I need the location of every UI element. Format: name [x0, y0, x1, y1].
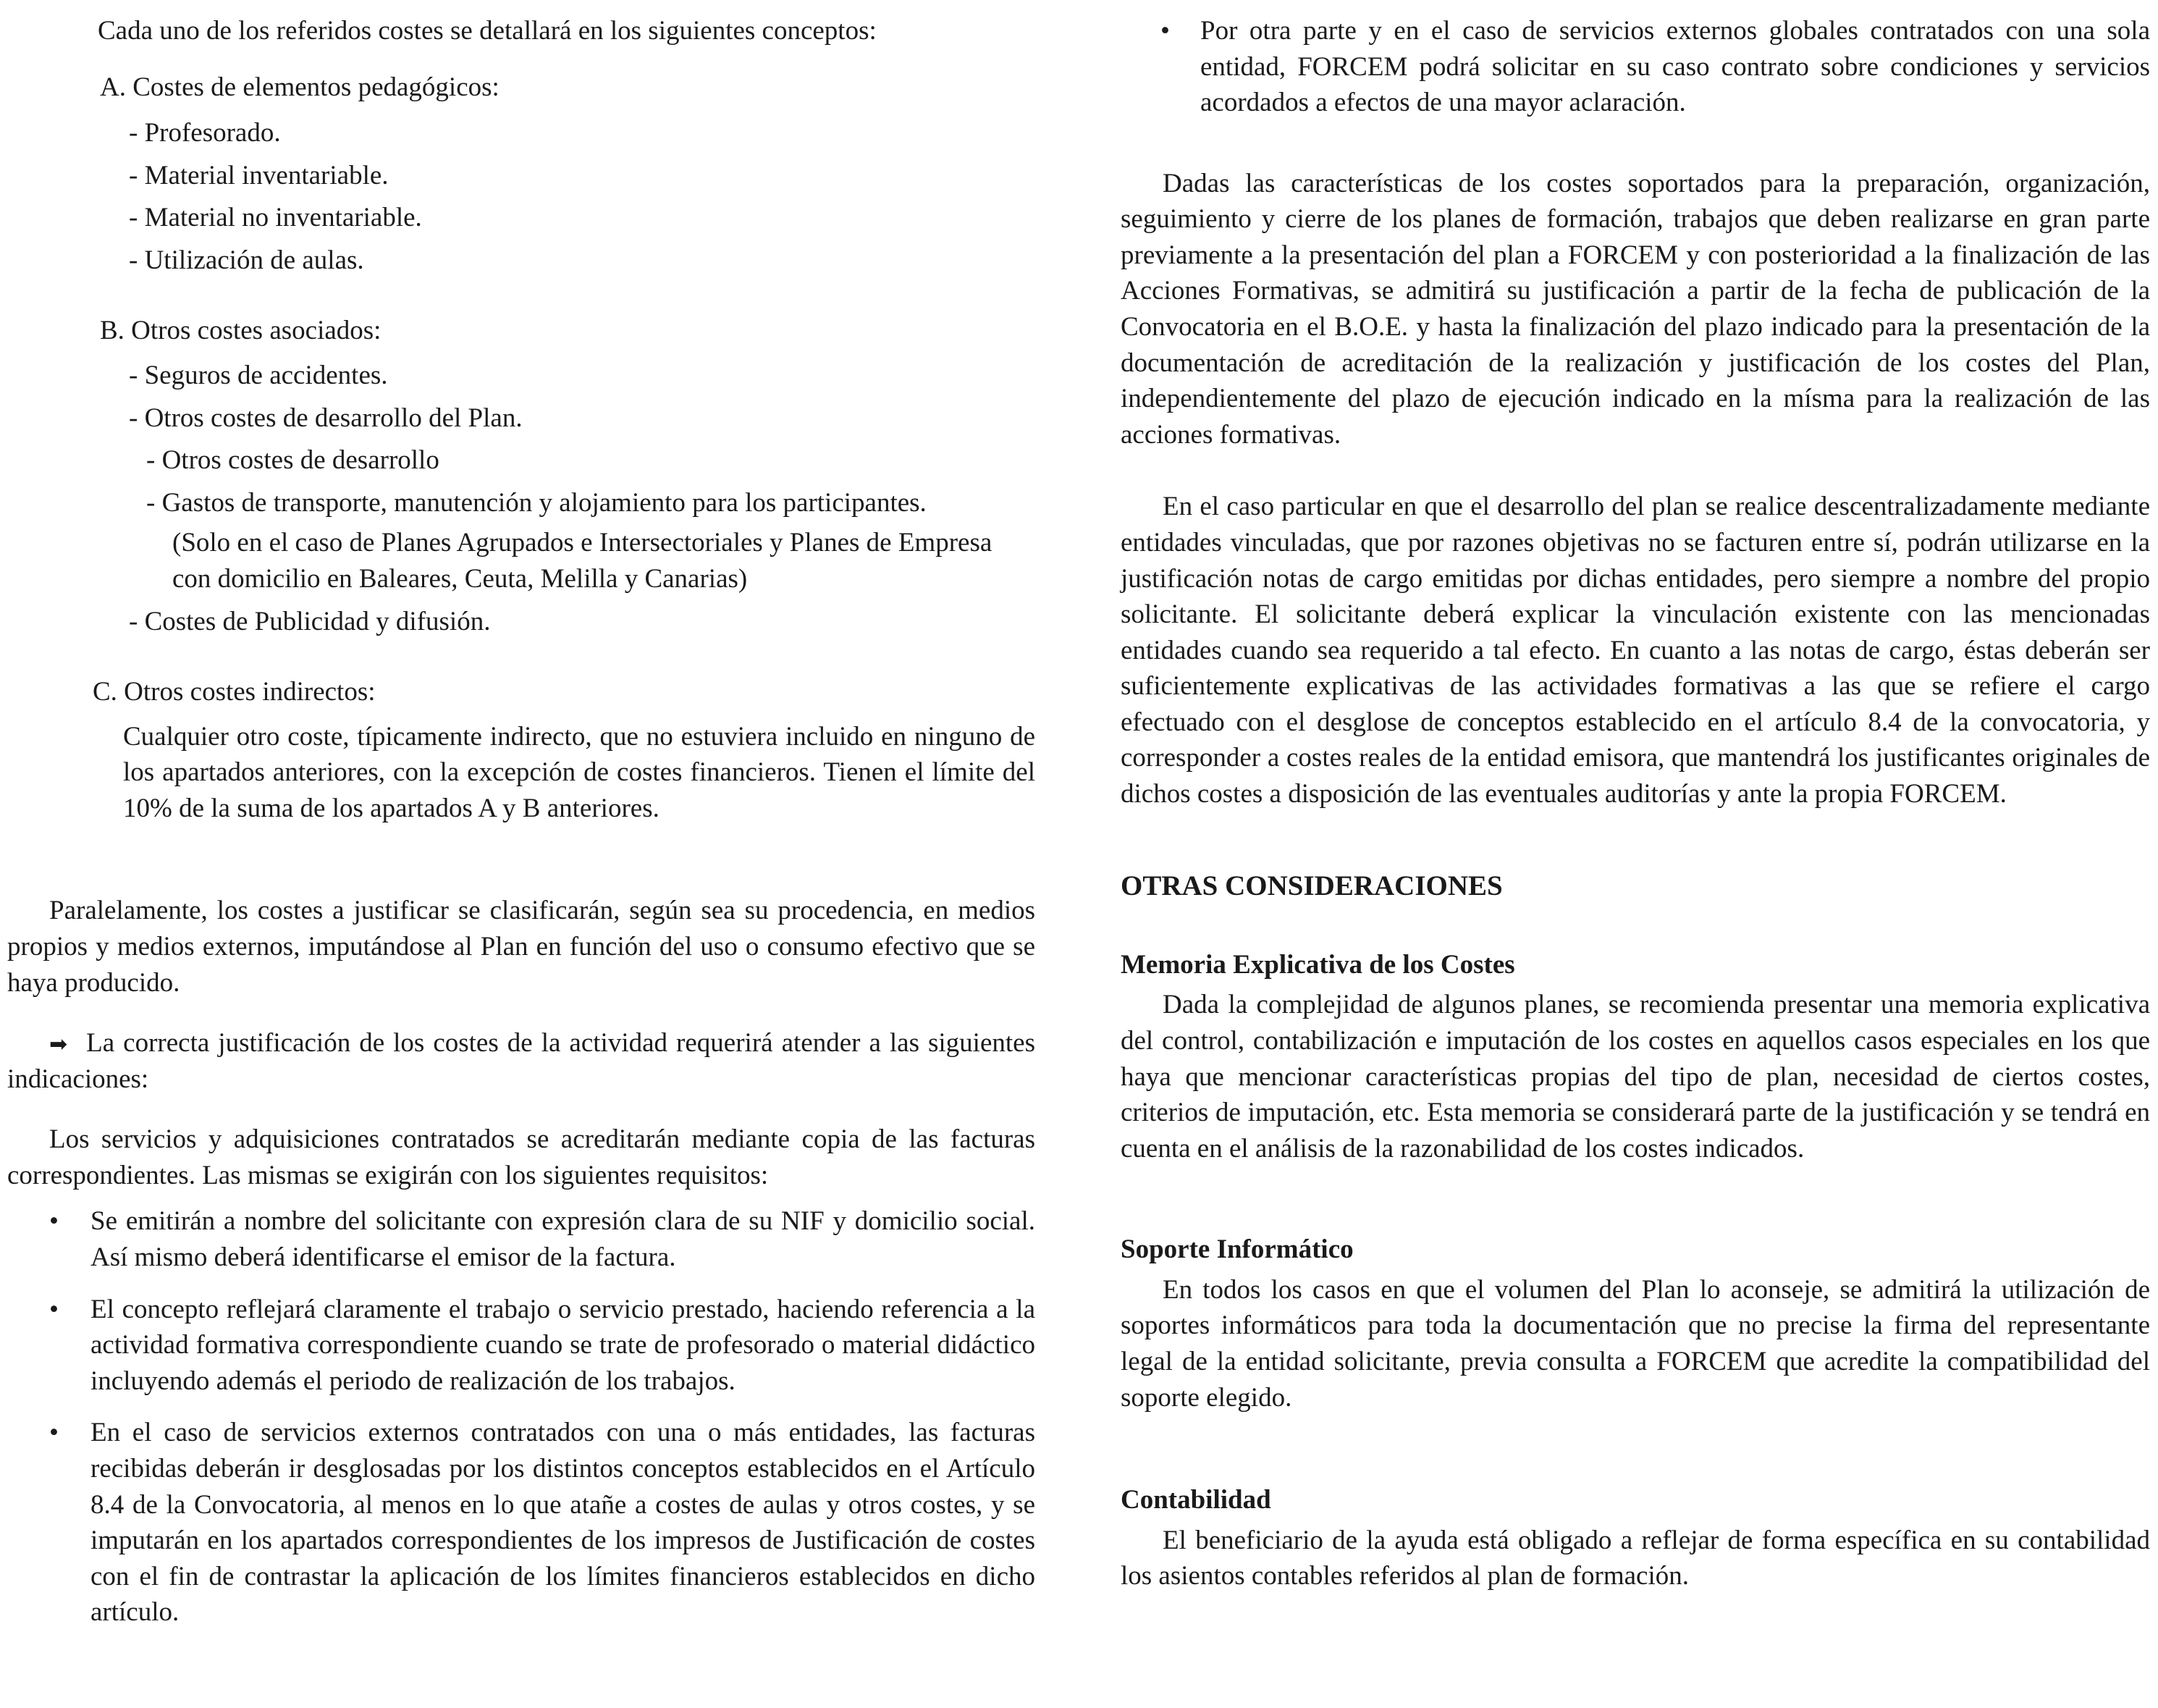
requirement-item: • Se emitirán a nombre del solicitante con expresión clara de su NIF y domicilio social. Así mismo deberá identificarse el emisor de la factura. — [7, 1203, 1035, 1275]
arrow-right-icon: ➡ — [49, 1032, 68, 1058]
list-item: - Seguros de accidentes. — [129, 361, 388, 391]
left-column — [7, 13, 1035, 1631]
intro-paragraph: Cada uno de los referidos costes se detallará en los siguientes conceptos: — [98, 16, 877, 46]
list-item: - Material inventariable. — [129, 160, 389, 190]
list-item: - Costes de Publicidad y difusión. — [129, 606, 491, 636]
descentralizado-paragraph: En el caso particular en que el desarrollo del plan se realice descentralizadamente mediante entidades vinculadas, que por razones objetivas no se facturen entre sí, podrán utilizarse en la justificación notas de cargo emitidas por dichas entidades, pero siempre a nombre del propio solicitante. El solicitante deberá explicar la vinculación existente con las mencionadas entidades cuando sea requerido a tal efecto. En cuanto a las notas de cargo, éstas deberán ser suficientemente explicativas de las actividades formativas a las que se refiere el cargo efectuado con el desglose de conceptos establecido en el artículo 8.4 de la convocatoria, y corresponder a costes reales de la entidad emisora, que mantendrá los justificantes originales de dichos costes a disposición de las eventuales auditorías y ante la propia FORCEM. — [1121, 492, 2150, 809]
list-item: - Utilización de aulas. — [129, 245, 364, 275]
paralelamente-paragraph: Paralelamente, los costes a justificar se clasificarán, según sea su procedencia, en medios propios y medios externos, imputándose al Plan en función del uso o consumo efectivo que se haya producido. — [7, 896, 1035, 998]
requirement-item: • Por otra parte y en el caso de servicios externos globales contratados con una sola entidad, FORCEM podrá solicitar en su caso contrato sobre condiciones y servicios acordados a efectos de una mayor aclaración. — [1121, 13, 2150, 121]
soporte-title: Soporte Informático — [1121, 1234, 1354, 1265]
list-item: - Profesorado. — [129, 118, 281, 148]
contabilidad-paragraph: El beneficiario de la ayuda está obligado a reflejar de forma específica en su contabilidad los asientos contables referidos al plan de formación. — [1121, 1525, 2150, 1591]
external-services-list — [1121, 13, 2150, 121]
memoria-title: Memoria Explicativa de los Costes — [1121, 949, 1515, 980]
servicios-paragraph: Los servicios y adquisiciones contratados se acreditarán mediante copia de las facturas correspondientes. Las mismas se exigirán con los siguientes requisitos: — [7, 1124, 1035, 1190]
arrow-paragraph-text: La correcta justificación de los costes de la actividad requerirá atender a las siguientes indicaciones: — [7, 1028, 1035, 1094]
contabilidad-title: Contabilidad — [1121, 1485, 1271, 1515]
soporte-paragraph: En todos los casos en que el volumen del Plan lo aconseje, se admitirá la utilización de soportes informáticos para toda la documentación que no precise la firma del representante legal de la entidad solicitante, previa consulta a FORCEM que acredite la compatibilidad del soporte elegido. — [1121, 1274, 2150, 1413]
section-c-heading: C. Otros costes indirectos: — [93, 677, 376, 707]
section-c-text: Cualquier otro coste, típicamente indirecto, que no estuviera incluido en ninguno de los apartados anteriores, con la excepción de costes financieros. Tienen el límite del 10% de la suma de los apartados A y B anteriores. — [123, 721, 1035, 823]
requirements-list — [7, 1203, 1035, 1630]
section-a-heading: A. Costes de elementos pedagógicos: — [100, 72, 500, 102]
arrow-paragraph — [7, 1025, 1035, 1097]
requirement-item: • El concepto reflejará claramente el trabajo o servicio prestado, haciendo referencia a la actividad formativa correspondiente cuando se trate de profesorado o material didáctico incluyendo además el periodo de realización de los trabajos. — [7, 1292, 1035, 1400]
list-note: (Solo en el caso de Planes Agrupados e Intersectoriales y Planes de Empresa con domicilio en Baleares, Ceuta, Melilla y Canarias) — [172, 528, 992, 594]
right-column — [1121, 13, 2150, 1594]
section-a-list — [7, 115, 1035, 278]
preparacion-paragraph: Dadas las características de los costes soportados para la preparación, organización, seguimiento y cierre de los planes de formación, trabajos que deben realizarse en gran parte previamente a la presentación del plan a FORCEM y con posterioridad a la finalización de las Acciones Formativas, se admitirá su justificación a partir de la fecha de publicación de la Convocatoria en el B.O.E. y hasta la finalización del plazo indicado para la presentación de la documentación de acreditación de la realización y justificación de los costes del Plan, independientemente del plazo de ejecución indicado en la mísma para la realización de las acciones formativas. — [1121, 168, 2150, 450]
memoria-paragraph: Dada la complejidad de algunos planes, se recomienda presentar una memoria explicativa del control, contabilización e imputación de los costes en aquellos casos especiales en los que haya que mencionar características propias del tipo de plan, necesidad de ciertos costes, criterios de imputación, etc. Esta memoria se considerará parte de la justificación y se tendrá en cuenta en el análisis de la razonabilidad de los costes indicados. — [1121, 990, 2150, 1164]
list-item: - Otros costes de desarrollo del Plan. — [129, 403, 523, 433]
section-b-list — [7, 358, 1035, 639]
requirement-item: • En el caso de servicios externos contratados con una o más entidades, las facturas recibidas deberán ir desglosadas por los distintos conceptos establecidos en el Artículo 8.4 de la Convocatoria, al menos en lo que atañe a costes de aulas y otros costes, y se imputarán en los apartados correspondientes de los impresos de Justificación de costes con el fin de contrastar la aplicación de los límites financieros establecidos en dicho artículo. — [7, 1415, 1035, 1630]
list-item: - Material no inventariable. — [129, 203, 422, 233]
sub-list-item: - Otros costes de desarrollo — [146, 445, 439, 476]
section-heading-otras: OTRAS CONSIDERACIONES — [1121, 870, 1503, 901]
sub-list-item: - Gastos de transporte, manutención y alojamiento para los participantes. — [146, 487, 927, 518]
section-b-heading: B. Otros costes asociados: — [100, 316, 382, 346]
